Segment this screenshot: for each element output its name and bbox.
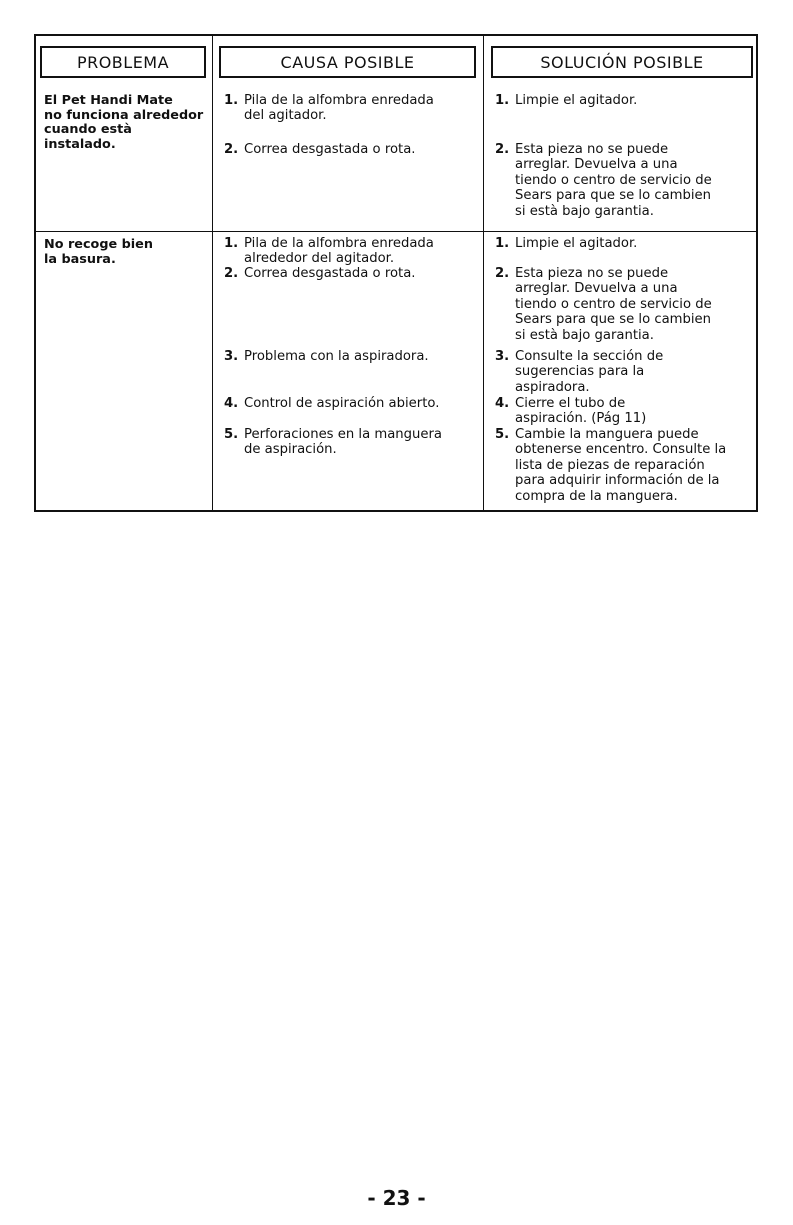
header-cause: CAUSA POSIBLE — [219, 46, 476, 78]
cause-item — [224, 266, 415, 281]
cause-item — [224, 236, 434, 267]
solution-item — [495, 349, 663, 395]
item-number: 5. — [495, 427, 510, 442]
problem-cell: El Pet Handi Mate no funciona alrededor cuando està instalado. — [44, 93, 204, 152]
item-number: 3. — [495, 349, 510, 364]
item-text: Esta pieza no se puede arreglar. Devuelva a una tiendo o centro de servicio de Sears para que se lo cambien si està bajo garantia. — [515, 266, 712, 343]
solution-item — [495, 93, 637, 108]
item-number: 1. — [495, 93, 510, 108]
item-text: Pila de la alfombra enredada alrededor del agitador. — [244, 236, 434, 267]
column-divider — [483, 36, 484, 510]
item-number: 2. — [495, 266, 510, 281]
item-text: Pila de la alfombra enredada del agitador. — [244, 93, 434, 124]
cause-item — [224, 142, 415, 157]
item-text: Esta pieza no se puede arreglar. Devuelva a una tiendo o centro de servicio de Sears para que se lo cambien si està bajo garantia. — [515, 142, 712, 219]
item-number: 2. — [224, 266, 239, 281]
solution-item — [495, 266, 712, 343]
item-number: 1. — [495, 236, 510, 251]
item-number: 5. — [224, 427, 239, 442]
item-number: 2. — [224, 142, 239, 157]
solution-item — [495, 396, 646, 427]
cause-item — [224, 349, 429, 364]
solution-item — [495, 142, 712, 219]
item-number: 1. — [224, 93, 239, 108]
item-number: 4. — [224, 396, 239, 411]
item-number: 2. — [495, 142, 510, 157]
item-text: Problema con la aspiradora. — [244, 349, 429, 364]
cause-item — [224, 427, 442, 458]
cause-item — [224, 396, 439, 411]
header-problem: PROBLEMA — [40, 46, 206, 78]
item-number: 1. — [224, 236, 239, 251]
item-text: Consulte la sección de sugerencias para la aspiradora. — [515, 349, 664, 395]
item-number: 3. — [224, 349, 239, 364]
problem-cell: No recoge bien la basura. — [44, 237, 153, 267]
item-number: 4. — [495, 396, 510, 411]
column-divider — [212, 36, 213, 510]
solution-item — [495, 427, 726, 504]
item-text: Limpie el agitador. — [515, 93, 638, 108]
troubleshooting-table — [34, 34, 758, 512]
item-text: Cambie la manguera puede obtenerse encentro. Consulte la lista de piezas de reparación para adquirir información de la compra de la manguera. — [515, 427, 727, 504]
item-text: Control de aspiración abierto. — [244, 396, 440, 411]
header-solution: SOLUCIÓN POSIBLE — [491, 46, 753, 78]
cause-item — [224, 93, 434, 124]
item-text: Perforaciones en la manguera de aspiración. — [244, 427, 442, 458]
row-divider — [36, 231, 756, 232]
page-number: - 23 - — [367, 1186, 426, 1210]
item-text: Correa desgastada o rota. — [244, 142, 416, 157]
item-text: Limpie el agitador. — [515, 236, 638, 251]
item-text: Correa desgastada o rota. — [244, 266, 416, 281]
item-text: Cierre el tubo de aspiración. (Pág 11) — [515, 396, 647, 427]
solution-item — [495, 236, 637, 251]
